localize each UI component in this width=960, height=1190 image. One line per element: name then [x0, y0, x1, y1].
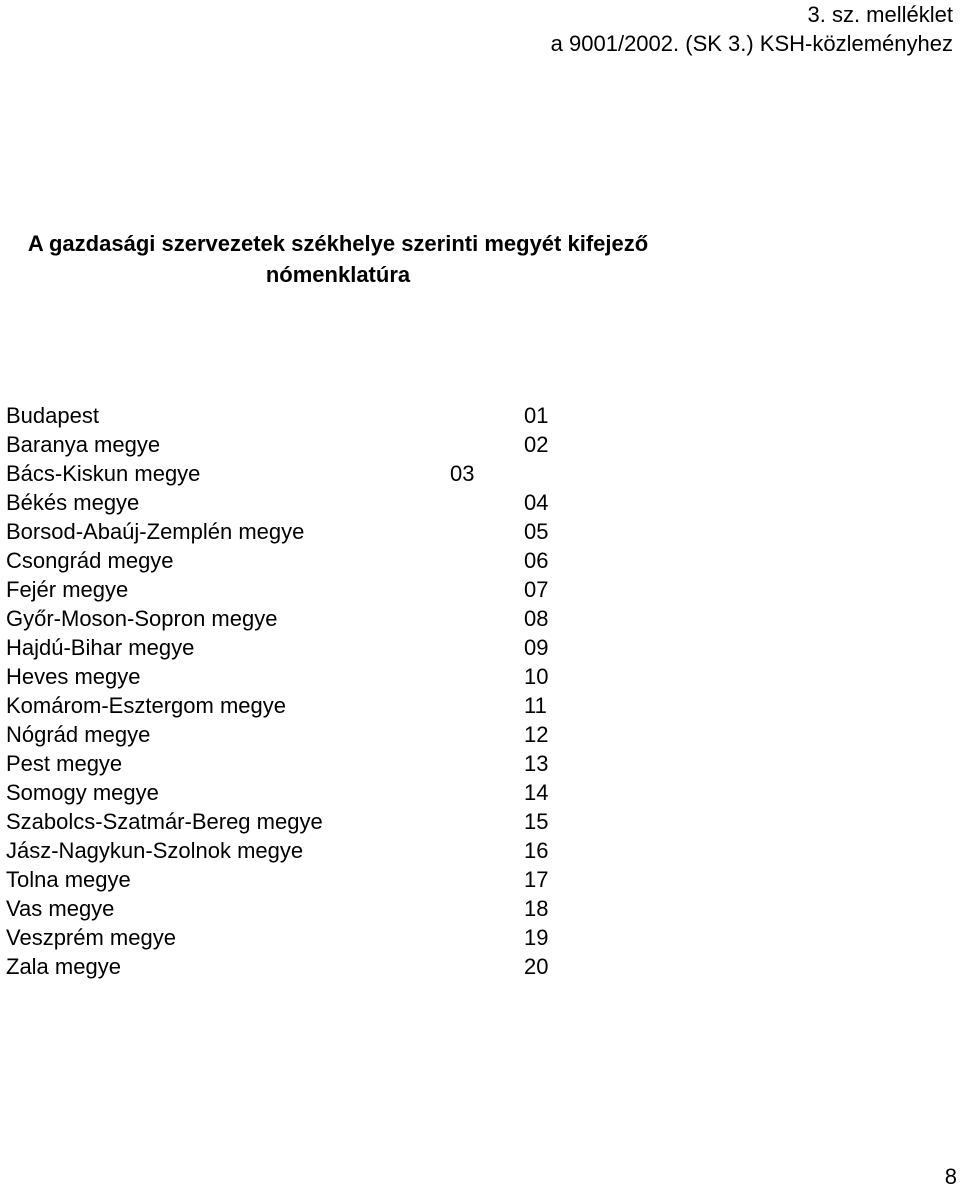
county-name: Szabolcs-Szatmár-Bereg megye: [6, 809, 323, 834]
county-code: 07: [524, 577, 549, 602]
county-row: [6, 836, 566, 865]
county-code: 10: [524, 664, 549, 689]
county-code-list: [6, 401, 566, 981]
county-row: [6, 894, 566, 923]
county-code: 01: [524, 403, 549, 428]
county-code: 18: [524, 896, 549, 921]
county-row: [6, 517, 566, 546]
county-name: Jász-Nagykun-Szolnok megye: [6, 838, 304, 863]
county-code: 20: [524, 954, 549, 979]
county-name: Győr-Moson-Sopron megye: [6, 606, 278, 631]
document-title-line-1: A gazdasági szervezetek székhelye szerinti megyét kifejező: [27, 231, 649, 256]
county-row: [6, 807, 566, 836]
document-title-line-2: nómenklatúra: [265, 262, 411, 287]
county-row: [6, 865, 566, 894]
county-name: Csongrád megye: [6, 548, 174, 573]
county-code: 12: [524, 722, 549, 747]
county-row: [6, 430, 566, 459]
county-row: [6, 923, 566, 952]
county-row: [6, 604, 566, 633]
county-row: [6, 459, 566, 488]
county-row: [6, 778, 566, 807]
county-name: Budapest: [6, 403, 99, 428]
county-row: [6, 633, 566, 662]
county-name: Komárom-Esztergom megye: [6, 693, 286, 718]
county-code: 11: [524, 693, 547, 718]
county-code: 02: [524, 432, 549, 457]
county-row: [6, 662, 566, 691]
county-row: [6, 575, 566, 604]
county-code: 19: [524, 925, 549, 950]
county-row: [6, 691, 566, 720]
county-name: Vas megye: [6, 896, 115, 921]
county-code: 14: [524, 780, 549, 805]
county-name: Fejér megye: [6, 577, 129, 602]
county-row: [6, 401, 566, 430]
page-number: 8: [944, 1164, 957, 1189]
county-row: [6, 749, 566, 778]
county-name: Baranya megye: [6, 432, 161, 457]
county-code: 08: [524, 606, 549, 631]
county-name: Pest megye: [6, 751, 123, 776]
county-code: 04: [524, 490, 549, 515]
county-code: 03: [450, 461, 475, 486]
county-name: Hajdú-Bihar megye: [6, 635, 195, 660]
county-name: Tolna megye: [6, 867, 131, 892]
county-row: [6, 488, 566, 517]
county-name: Nógrád megye: [6, 722, 151, 747]
county-name: Bács-Kiskun megye: [6, 461, 201, 486]
county-row: [6, 720, 566, 749]
county-row: [6, 546, 566, 575]
county-name: Békés megye: [6, 490, 140, 515]
county-code: 06: [524, 548, 549, 573]
county-name: Somogy megye: [6, 780, 159, 805]
county-code: 09: [524, 635, 549, 660]
annex-label: 3. sz. melléklet: [807, 2, 953, 27]
document-title: [0, 228, 676, 290]
county-code: 13: [524, 751, 549, 776]
county-name: Zala megye: [6, 954, 121, 979]
county-row: [6, 952, 566, 981]
county-code: 15: [524, 809, 549, 834]
annex-regulation-reference: a 9001/2002. (SK 3.) KSH-közleményhez: [550, 31, 953, 56]
county-name: Borsod-Abaúj-Zemplén megye: [6, 519, 305, 544]
county-name: Heves megye: [6, 664, 141, 689]
county-code: 05: [524, 519, 549, 544]
county-code: 17: [524, 867, 549, 892]
county-name: Veszprém megye: [6, 925, 176, 950]
county-code: 16: [524, 838, 549, 863]
annex-reference: [551, 0, 953, 58]
